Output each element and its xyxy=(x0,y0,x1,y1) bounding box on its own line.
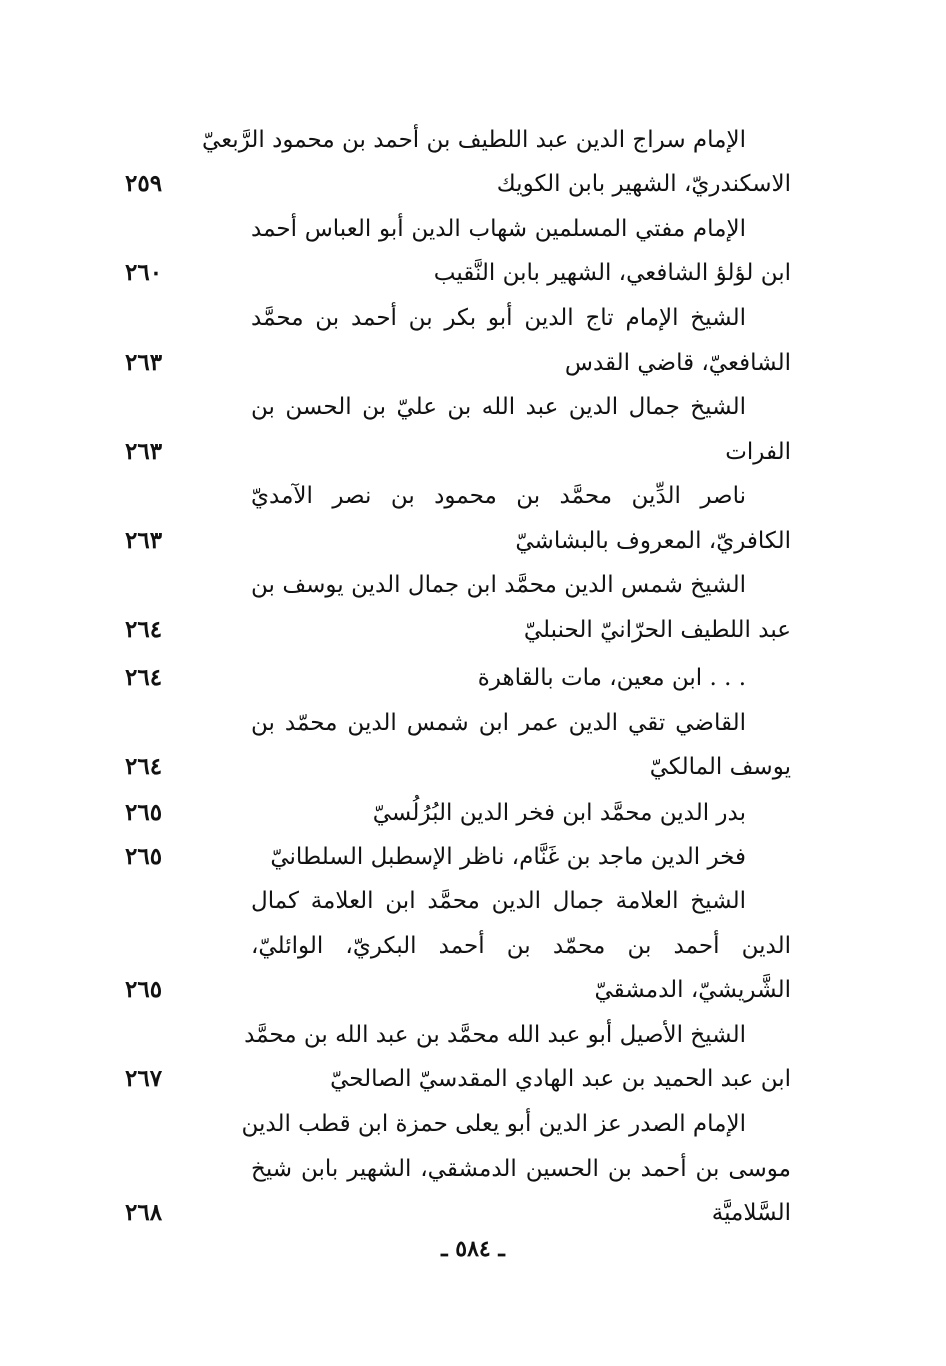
entry-line xyxy=(0,701,946,745)
entry-line xyxy=(0,835,946,879)
page-number: ٢٦٧ xyxy=(125,1065,163,1092)
page-number: ٢٦٣ xyxy=(125,438,163,465)
entry-line xyxy=(0,1013,946,1057)
entry-text: الإمام سراج الدين عبد اللطيف بن أحمد بن محمود الرَّبعيّ xyxy=(202,127,746,153)
entry-text: ابن لؤلؤ الشافعي، الشهير بابن النَّقيب xyxy=(433,260,791,286)
entry-text: الشيخ شمس الدين محمَّد ابن جمال الدين يوسف بن xyxy=(251,572,746,598)
entry-text: الإمام الصدر عز الدين أبو يعلى حمزة ابن قطب الدين xyxy=(241,1111,746,1137)
entry-line xyxy=(0,385,946,429)
page-number: ٢٦٥ xyxy=(125,799,163,826)
entry-line xyxy=(0,563,946,607)
folio-page-number: ـ ٥٨٤ ـ xyxy=(441,1236,505,1262)
entry-line xyxy=(0,474,946,518)
entry-text: الشيخ العلامة جمال الدين محمَّد ابن العلامة كمال xyxy=(251,888,746,914)
entry-text: القاضي تقي الدين عمر ابن شمس الدين محمّد بن xyxy=(251,710,746,736)
entry-line xyxy=(0,207,946,251)
entry-text: الفرات xyxy=(725,439,791,465)
entry-line xyxy=(0,118,946,162)
entry-text: الشيخ الأصيل أبو عبد الله محمَّد بن عبد الله بن محمَّد xyxy=(244,1022,746,1048)
entry-line xyxy=(0,791,946,835)
page-number: ٢٦٠ xyxy=(125,259,163,286)
entry-text: . . . ابن معين، مات بالقاهرة xyxy=(477,665,746,691)
page-number: ٢٥٩ xyxy=(125,170,163,197)
entry-text: السَّلاميَّة xyxy=(711,1200,791,1226)
entry-line xyxy=(0,430,946,474)
entry-line xyxy=(0,296,946,340)
entry-text: عبد اللطيف الحرّانيّ الحنبليّ xyxy=(523,617,791,643)
entry-text: بدر الدين محمَّد ابن فخر الدين البُرُلُسيّ xyxy=(372,800,746,826)
entry-text: ابن عبد الحميد بن عبد الهادي المقدسيّ الصالحيّ xyxy=(330,1066,791,1092)
entry-line xyxy=(0,1191,946,1235)
entry-text: الكافريّ، المعروف بالبشاشيّ xyxy=(515,528,791,554)
entry-line xyxy=(0,924,946,968)
entry-line xyxy=(0,608,946,652)
page-number: ٢٦٥ xyxy=(125,843,163,870)
entry-text: الإمام مفتي المسلمين شهاب الدين أبو العباس أحمد xyxy=(251,216,746,242)
entry-text: الشَّريشيّ، الدمشقيّ xyxy=(594,977,791,1003)
entry-text: الشيخ جمال الدين عبد الله بن عليّ بن الحسن بن xyxy=(251,394,746,420)
entry-text: فخر الدين ماجد بن غَنَّام، ناظر الإسطبل السلطانيّ xyxy=(270,844,746,870)
entry-text: موسى بن أحمد بن الحسين الدمشقي، الشهير بابن شيخ xyxy=(251,1156,791,1182)
entry-line xyxy=(0,162,946,206)
entry-text: يوسف المالكيّ xyxy=(649,754,791,780)
page-number: ٢٦٣ xyxy=(125,349,163,376)
entry-line xyxy=(0,1147,946,1191)
page-number: ٢٦٣ xyxy=(125,527,163,554)
entry-line xyxy=(0,879,946,923)
entry-line xyxy=(0,341,946,385)
entry-line xyxy=(0,745,946,789)
entry-text: الشيخ الإمام تاج الدين أبو بكر بن أحمد بن محمَّد xyxy=(251,305,746,331)
entry-line xyxy=(0,1057,946,1101)
page-number: ٢٦٤ xyxy=(125,616,163,643)
entry-line xyxy=(0,1102,946,1146)
entry-line xyxy=(0,968,946,1012)
page-number: ٢٦٥ xyxy=(125,976,163,1003)
entry-text: الدين أحمد بن محمّد بن أحمد البكريّ، الوائليّ، xyxy=(251,933,791,959)
entry-line xyxy=(0,519,946,563)
entry-text: الشافعيّ، قاضي القدس xyxy=(564,350,791,376)
entry-line xyxy=(0,656,946,700)
page-number: ٢٦٨ xyxy=(125,1199,163,1226)
page-number: ٢٦٤ xyxy=(125,753,163,780)
entry-text: ناصر الدِّين محمَّد بن محمود بن نصر الآمديّ xyxy=(251,483,746,509)
page-number: ٢٦٤ xyxy=(125,664,163,691)
entry-text: الاسكندريّ، الشهير بابن الكويك xyxy=(496,171,791,197)
entry-line xyxy=(0,251,946,295)
